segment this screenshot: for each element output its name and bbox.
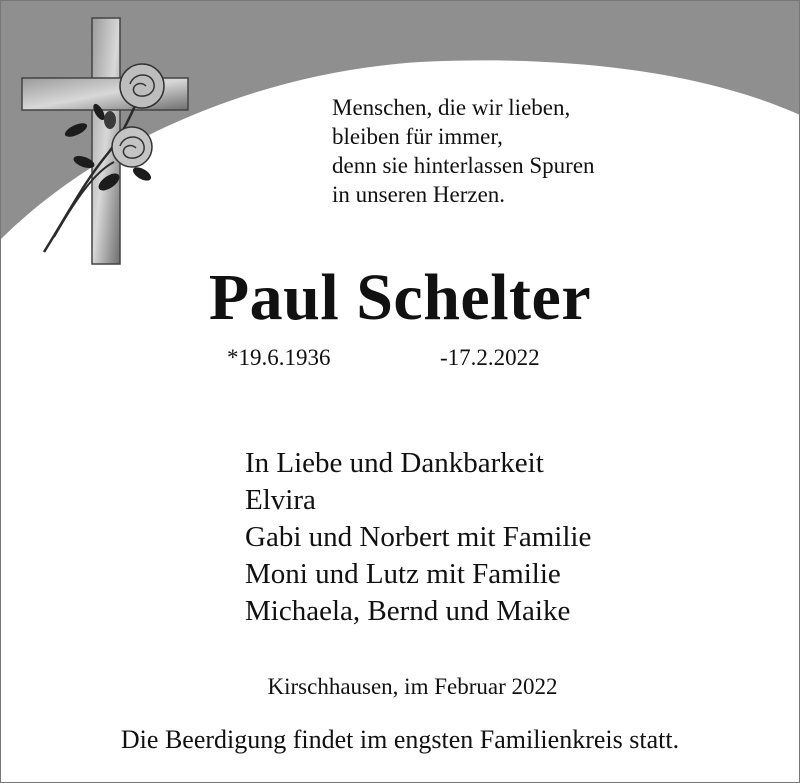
mourner-entry: Moni und Lutz mit Familie bbox=[245, 558, 561, 590]
memorial-quote bbox=[332, 93, 772, 209]
cross-with-roses-icon bbox=[14, 12, 194, 272]
funeral-note: Die Beerdigung findet im engsten Familienkreis statt. bbox=[120, 725, 680, 754]
place-and-date: Kirschhausen, im Februar 2022 bbox=[267, 674, 558, 699]
mourner-entry: Elvira bbox=[245, 484, 316, 516]
death-date: ‐17.2.2022 bbox=[440, 345, 540, 370]
quote-line: bleiben für immer, bbox=[332, 124, 503, 149]
mourners-intro: In Liebe und Dankbarkeit bbox=[245, 447, 544, 479]
mourners-list bbox=[245, 445, 591, 630]
mourner-entry: Gabi und Norbert mit Familie bbox=[245, 521, 592, 553]
mourner-entry: Michaela, Bernd und Maike bbox=[245, 595, 571, 627]
birth-date: *19.6.1936 bbox=[227, 345, 331, 370]
deceased-name: Paul Schelter bbox=[208, 261, 592, 334]
quote-line: in unseren Herzen. bbox=[332, 182, 506, 207]
quote-line: denn sie hinterlassen Spuren bbox=[332, 153, 595, 178]
quote-line: Menschen, die wir lieben, bbox=[332, 95, 571, 120]
